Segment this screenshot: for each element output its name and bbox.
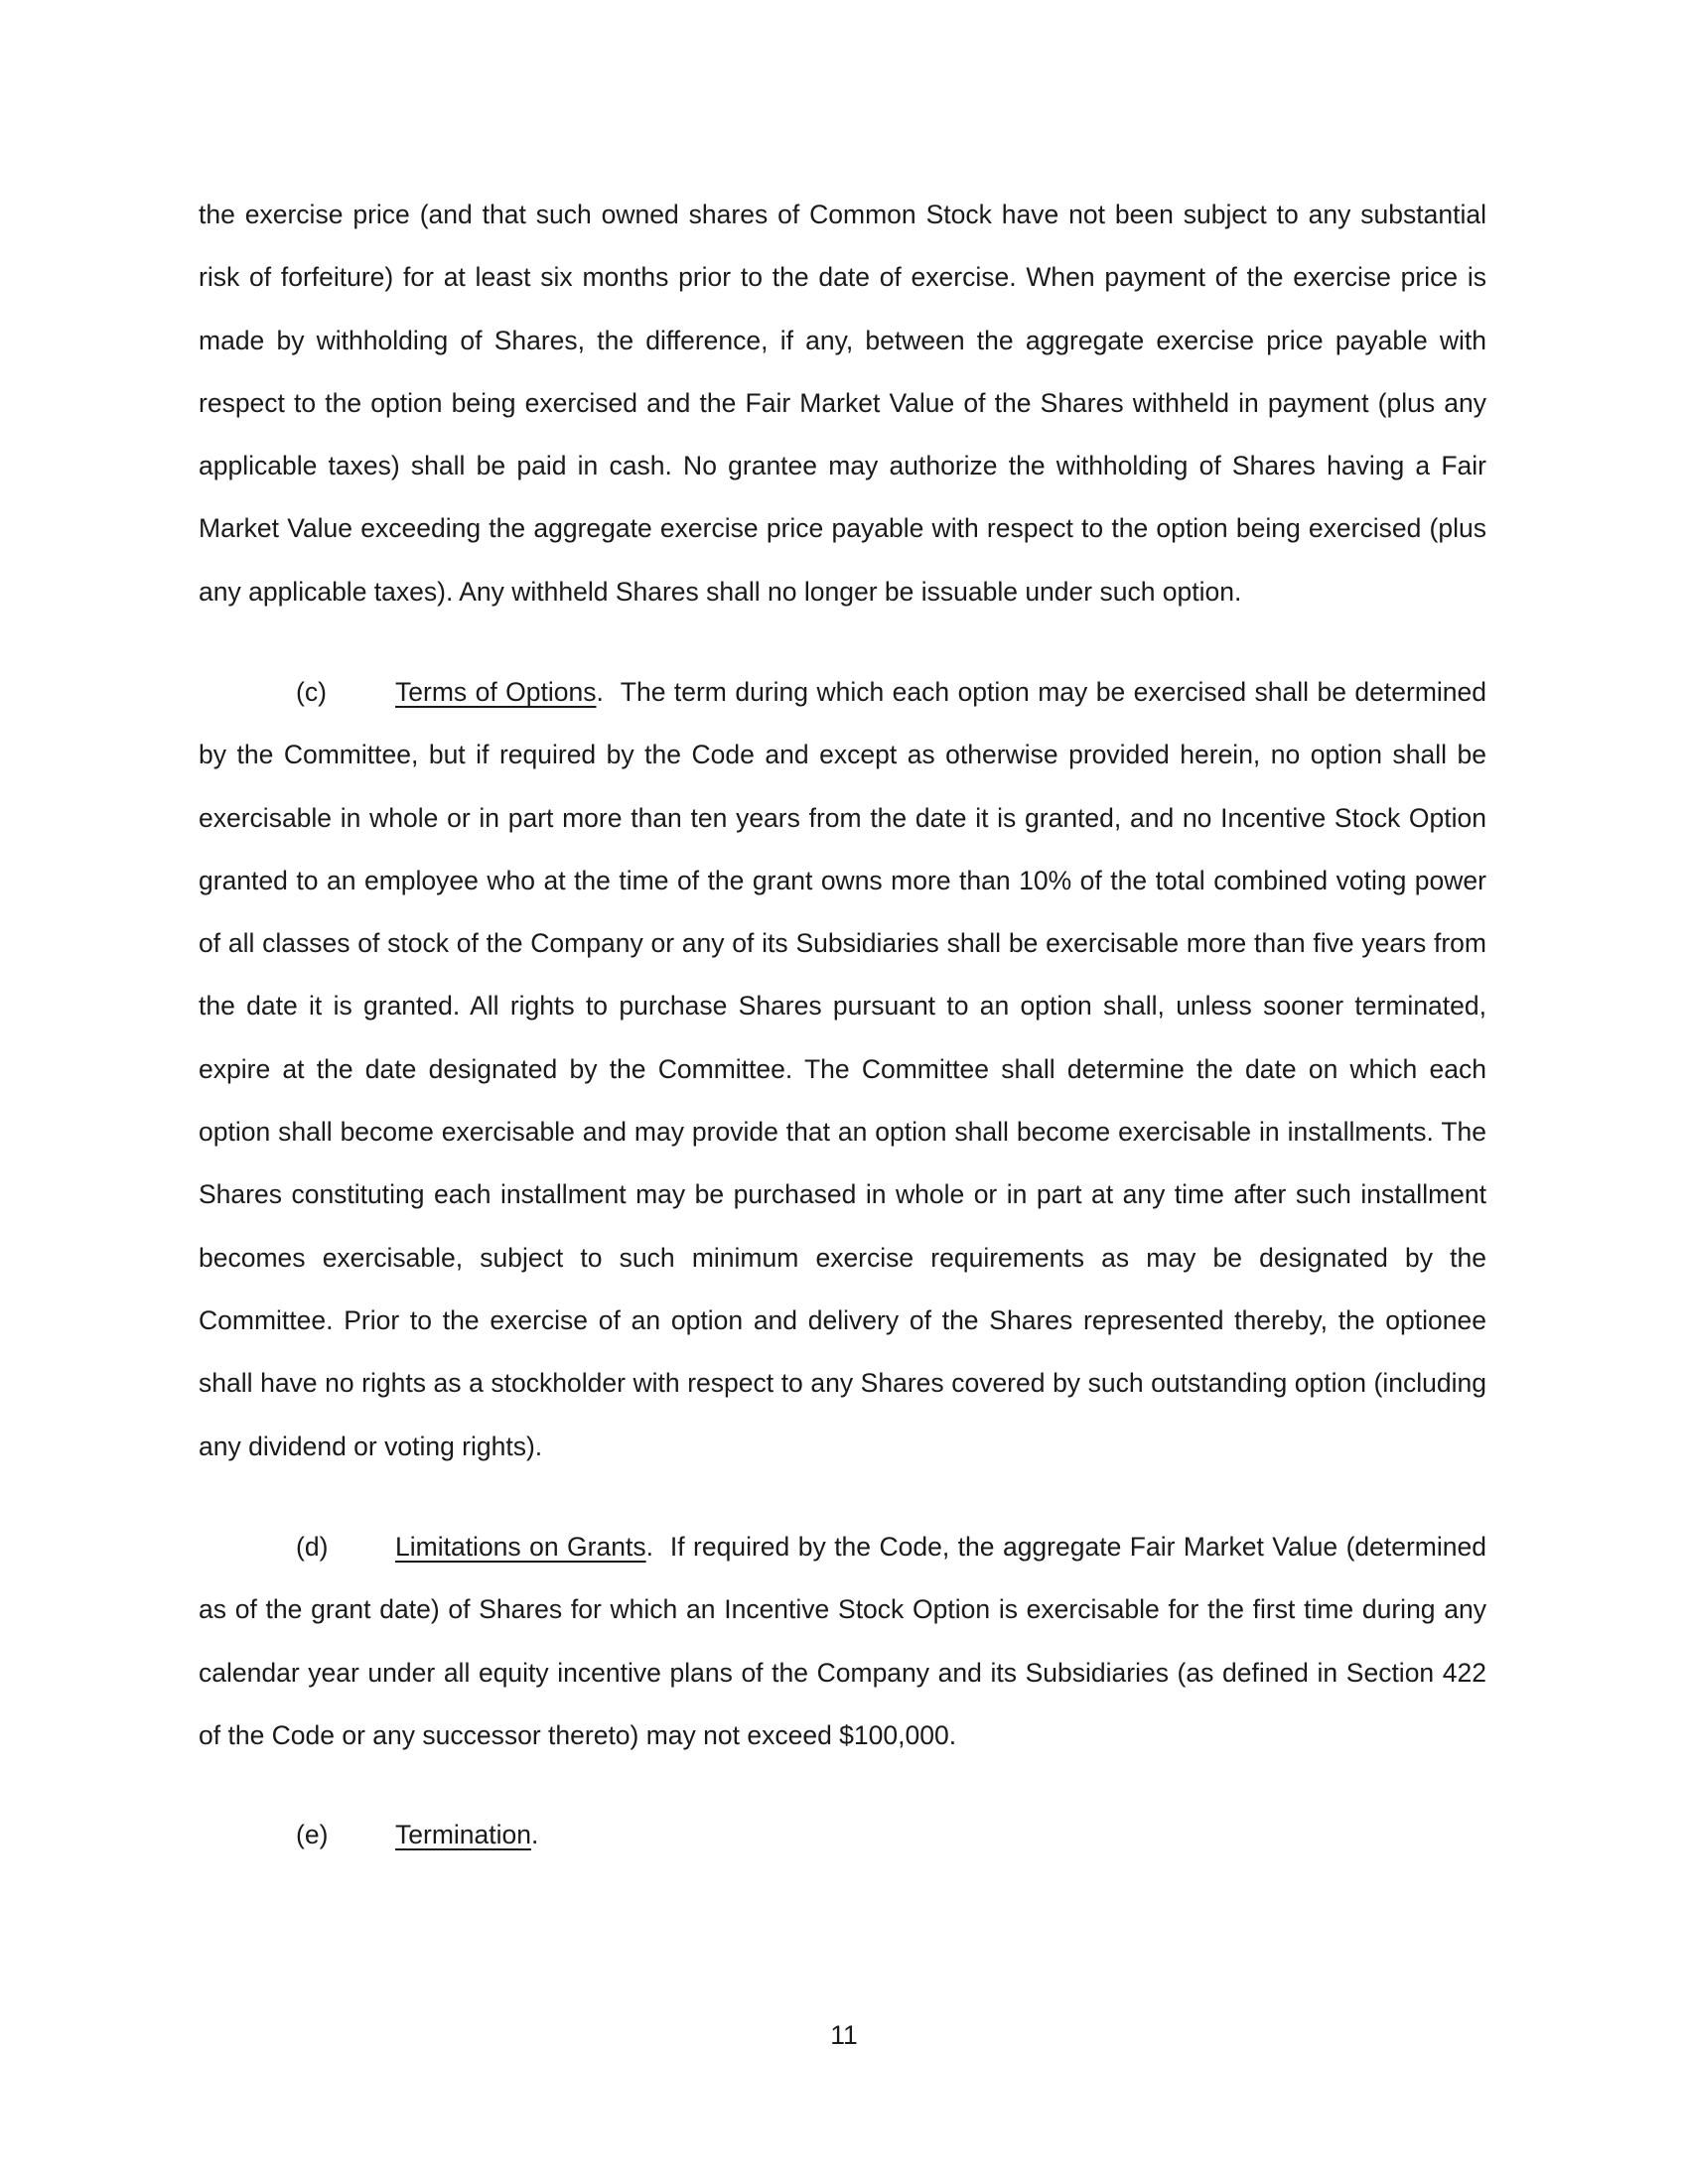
section-heading: Termination bbox=[395, 1820, 531, 1849]
section-heading: Limitations on Grants bbox=[395, 1532, 646, 1562]
section-heading: Terms of Options bbox=[395, 677, 597, 707]
section-e-paragraph: (e) Termination. bbox=[199, 1804, 1486, 1866]
section-text: The term during which each option may be exercised shall be determined by the Committee, but if required by the Code and except as otherwise provided herein, no option shall be exercisable in whole or in part more than ten years from the date it is granted, and no Incentive Stock Option granted to an employee who at the time of the grant owns more than 10% of the total combined voting power of all classes of stock of the Company or any of its Subsidiaries shall be exercisable more than five years from the date it is granted. All rights to purchase Shares pursuant to an option shall, unless sooner terminated, expire at the date designated by the Committee. The Committee shall determine the date on which each option shall become exercisable and may provide that an option shall become exercisable in installments. The Shares constituting each installment may be purchased in whole or in part at any time after such installment becomes exercisable, subject to such minimum exercise requirements as may be designated by the Committee. Prior to the exercise of an option and delivery of the Shares represented thereby, the optionee shall have no rights as a stockholder with respect to any Shares covered by such outstanding option (including any dividend or voting rights). bbox=[199, 677, 1487, 1461]
section-d-paragraph: (d) Limitations on Grants. If required by the Code, the aggregate Fair Market Value (determined as of the grant date) of Shares for which an Incentive Stock Option is exercisable for the first time during any calendar year under all equity incentive plans of the Company and its Subsidiaries (as defined in Section 422 of the Code or any successor thereto) may not exceed $100,000. bbox=[199, 1516, 1486, 1767]
section-letter: (e) bbox=[296, 1820, 329, 1849]
page-number: 11 bbox=[830, 2020, 858, 2050]
section-c-paragraph: (c) Terms of Options. The term during which each option may be exercised shall be determined by the Committee, but if required by the Code and except as otherwise provided herein, no option shall be exercisable in whole or in part more than ten years from the date it is granted, and no Incentive Stock Option granted to an employee who at the time of the grant owns more than 10% of the total combined voting power of all classes of stock of the Company or any of its Subsidiaries shall be exercisable more than five years from the date it is granted. All rights to purchase Shares pursuant to an option shall, unless sooner terminated, expire at the date designated by the Committee. The Committee shall determine the date on which each option shall become exercisable and may provide that an option shall become exercisable in installments. The Shares constituting each installment may be purchased in whole or in part at any time after such installment becomes exercisable, subject to such minimum exercise requirements as may be designated by the Committee. Prior to the exercise of an option and delivery of the Shares represented thereby, the optionee shall have no rights as a stockholder with respect to any Shares covered by such outstanding option (including any dividend or voting rights). bbox=[199, 661, 1486, 1478]
section-text: If required by the Code, the aggregate Fair Market Value (determined as of the grant date) of Shares for which an Incentive Stock Option is exercisable for the first time during any calendar year under all equity incentive plans of the Company and its Subsidiaries (as defined in Section 422 of the Code or any successor thereto) may not exceed $100,000. bbox=[199, 1532, 1486, 1750]
section-letter: (d) bbox=[296, 1532, 329, 1562]
paragraph-continuation bbox=[199, 184, 1486, 623]
paragraph-text: the exercise price (and that such owned shares of Common Stock have not been subject to any substantial risk of forfeiture) for at least six months prior to the date of exercise. When payment of the exercise price is made by withholding of Shares, the difference, if any, between the aggregate exercise price payable with respect to the option being exercised and the Fair Market Value of the Shares withheld in payment (plus any applicable taxes) shall be paid in cash. No grantee may authorize the withholding of Shares having a Fair Market Value exceeding the aggregate exercise price payable with respect to the option being exercised (plus any applicable taxes). Any withheld Shares shall no longer be issuable under such option. bbox=[199, 200, 1486, 607]
section-letter: (c) bbox=[296, 677, 327, 707]
